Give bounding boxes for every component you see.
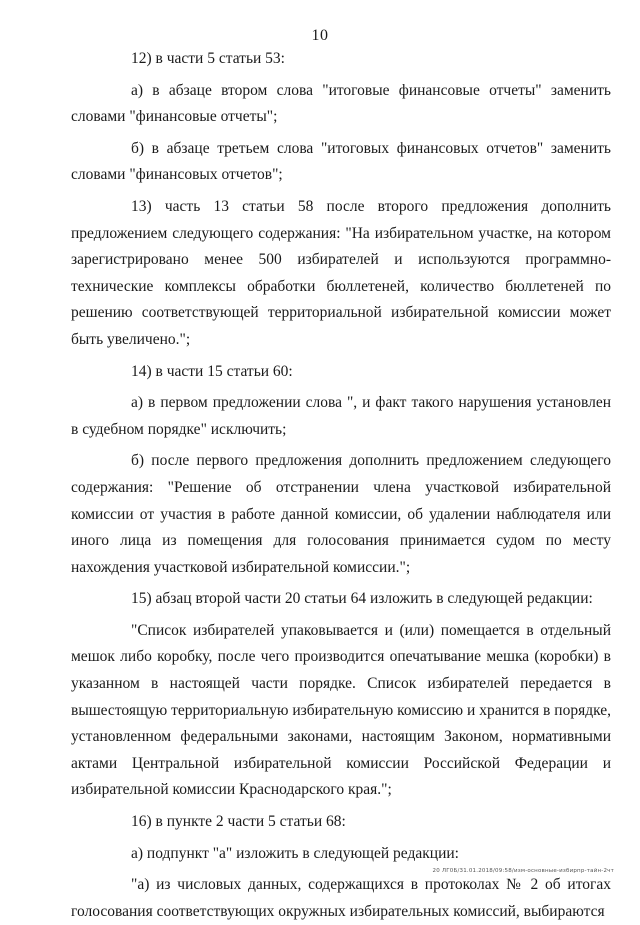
paragraph-item-16: 16) в пункте 2 части 5 статьи 68: (131, 813, 346, 831)
paragraph-item-14b: б) после первого предложения дополнить предложением следующего содержания: "Решение об отстранении члена участковой избирательной комиссии от участия в работе данной комиссии, об удалении наблюдателя или иного лица из помещения для голосования принимается судом по месту нахождения участковой избирательной комиссии."; (71, 452, 611, 576)
document-body (71, 46, 611, 925)
paragraph-item-13: 13) часть 13 статьи 58 после второго предложения дополнить предложением следующего содержания: "На избирательном участке, на котором зарегистрировано менее 500 избирателей и используются программно-технические комплексы обработки бюллетеней, количество бюллетеней по решению соответствующей территориальной избирательной комиссии может быть увеличено."; (71, 197, 611, 348)
page-number: 10 (311, 27, 329, 44)
paragraph-item-12b: б) в абзаце третьем слова "итоговых финансовых отчетов" заменить словами "финансовых отчетов"; (71, 139, 611, 184)
paragraph-item-12: 12) в части 5 статьи 53: (131, 50, 285, 67)
paragraph-item-16a: а) подпункт "а" изложить в следующей редакции: (131, 844, 459, 862)
paragraph-item-12a: а) в абзаце втором слова "итоговые финансовые отчеты" заменить словами "финансовые отчеты"; (71, 81, 611, 126)
document-footer-code: 20 ЛГ0Б/31.01.2018/09:58/изм-основные-избирпр-тайн-2чт (432, 868, 614, 874)
paragraph-quote-numeric-data: "а) из числовых данных, содержащихся в протоколах № 2 об итогах голосования соответствующих окружных избирательных комиссий, выбираются (71, 876, 611, 920)
paragraph-quote-voter-list: "Список избирателей упаковывается и (или) помещается в отдельный мешок либо коробку, после чего производится опечатывание мешка (коробки) в указанном в настоящей части порядке. Список избирателей передается в вышестоящую территориальную избирательную комиссию и хранится в порядке, установленном федеральными законами, настоящим Законом, нормативными актами Центральной избирательной комиссии Российской Федерации и избирательной комиссии Краснодарского края."; (71, 621, 611, 799)
paragraph-item-14a: а) в первом предложении слова ", и факт такого нарушения установлен в судебном порядке" исключить; (71, 394, 611, 438)
paragraph-item-14: 14) в части 15 статьи 60: (131, 362, 293, 380)
paragraph-item-15: 15) абзац второй части 20 статьи 64 изложить в следующей редакции: (131, 590, 593, 608)
